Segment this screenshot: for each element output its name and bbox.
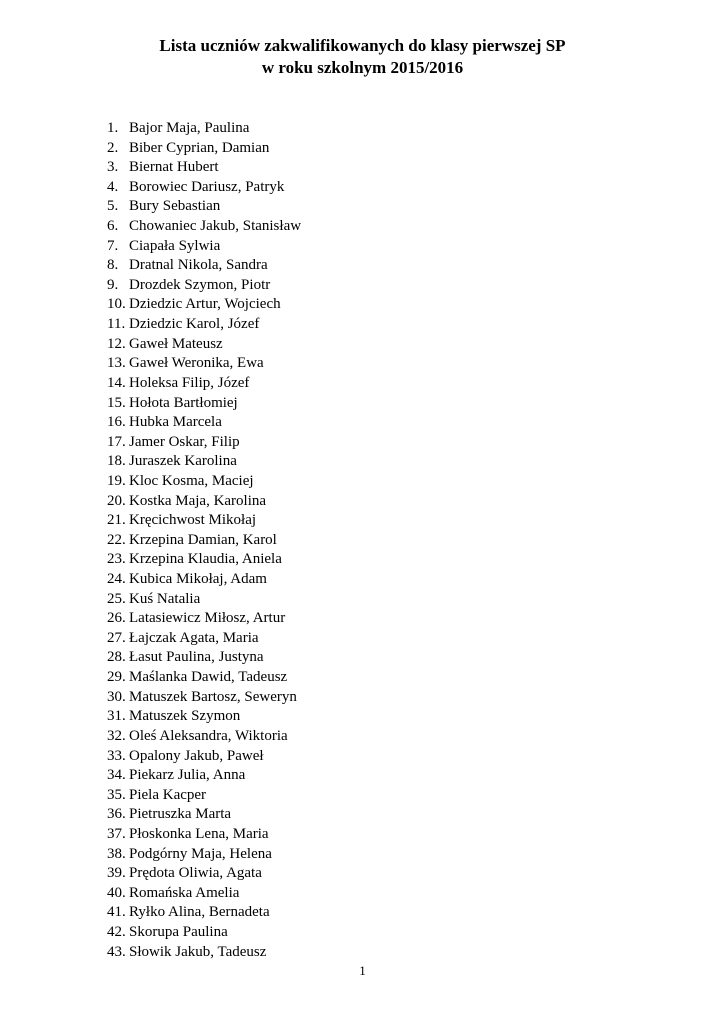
list-item-name: Ryłko Alina, Bernadeta bbox=[129, 904, 270, 921]
list-item-number: 26. bbox=[107, 610, 126, 627]
list-item bbox=[107, 276, 301, 296]
list-item bbox=[107, 864, 301, 884]
student-list bbox=[107, 119, 301, 962]
list-item-name: Kostka Maja, Karolina bbox=[129, 492, 267, 509]
list-item-name: Piekarz Julia, Anna bbox=[129, 767, 246, 784]
list-item bbox=[107, 452, 301, 472]
list-item bbox=[107, 727, 301, 747]
list-item-name: Dziedzic Artur, Wojciech bbox=[129, 296, 281, 313]
list-item-name: Słowik Jakub, Tadeusz bbox=[129, 943, 267, 960]
list-item-name: Łajczak Agata, Maria bbox=[129, 629, 259, 646]
list-item-number: 2. bbox=[107, 139, 119, 156]
list-item-number: 35. bbox=[107, 786, 126, 803]
document-title bbox=[0, 35, 725, 79]
title-line-1: Lista uczniów zakwalifikowanych do klasy pierwszej SP bbox=[159, 36, 566, 55]
list-item-number: 38. bbox=[107, 845, 126, 862]
list-item-name: Jamer Oskar, Filip bbox=[129, 433, 240, 450]
list-item bbox=[107, 629, 301, 649]
list-item-name: Krzepina Damian, Karol bbox=[129, 531, 277, 548]
list-item bbox=[107, 394, 301, 414]
list-item-name: Holeksa Filip, Józef bbox=[129, 374, 250, 391]
list-item-number: 18. bbox=[107, 453, 126, 470]
list-item-number: 27. bbox=[107, 629, 126, 646]
list-item-name: Płoskonka Lena, Maria bbox=[129, 825, 269, 842]
list-item-number: 13. bbox=[107, 355, 126, 372]
list-item-number: 5. bbox=[107, 198, 119, 215]
list-item bbox=[107, 884, 301, 904]
list-item-name: Oleś Aleksandra, Wiktoria bbox=[129, 727, 288, 744]
list-item bbox=[107, 472, 301, 492]
list-item-name: Łasut Paulina, Justyna bbox=[129, 649, 264, 666]
list-item-number: 7. bbox=[107, 237, 119, 254]
list-item-number: 8. bbox=[107, 257, 119, 274]
list-item bbox=[107, 178, 301, 198]
list-item bbox=[107, 492, 301, 512]
list-item-number: 23. bbox=[107, 551, 126, 568]
list-item-name: Gaweł Mateusz bbox=[129, 335, 223, 352]
list-item-number: 16. bbox=[107, 414, 126, 431]
list-item-name: Kręcichwost Mikołaj bbox=[129, 512, 257, 529]
list-item bbox=[107, 570, 301, 590]
list-item-number: 24. bbox=[107, 571, 126, 588]
list-item bbox=[107, 354, 301, 374]
page-number: 1 bbox=[359, 963, 366, 978]
list-item-number: 19. bbox=[107, 472, 126, 489]
list-item-number: 17. bbox=[107, 433, 126, 450]
list-item-name: Chowaniec Jakub, Stanisław bbox=[129, 218, 302, 235]
list-item bbox=[107, 531, 301, 551]
list-item bbox=[107, 668, 301, 688]
list-item-name: Romańska Amelia bbox=[129, 884, 240, 901]
list-item bbox=[107, 688, 301, 708]
list-item-number: 33. bbox=[107, 747, 126, 764]
list-item-number: 21. bbox=[107, 512, 126, 529]
list-item bbox=[107, 237, 301, 257]
list-item-number: 43. bbox=[107, 943, 126, 960]
list-item bbox=[107, 511, 301, 531]
list-item bbox=[107, 845, 301, 865]
list-item-name: Podgórny Maja, Helena bbox=[129, 845, 272, 862]
list-item bbox=[107, 139, 301, 159]
list-item-name: Kubica Mikołaj, Adam bbox=[129, 571, 267, 588]
list-item-number: 39. bbox=[107, 865, 126, 882]
list-item bbox=[107, 707, 301, 727]
list-item-name: Juraszek Karolina bbox=[129, 453, 237, 470]
list-item bbox=[107, 805, 301, 825]
list-item-number: 22. bbox=[107, 531, 126, 548]
list-item bbox=[107, 786, 301, 806]
list-item-number: 10. bbox=[107, 296, 126, 313]
list-item bbox=[107, 766, 301, 786]
list-item-number: 34. bbox=[107, 767, 126, 784]
list-item-number: 1. bbox=[107, 120, 119, 136]
list-item-name: Dziedzic Karol, Józef bbox=[129, 316, 260, 333]
list-item-name: Maślanka Dawid, Tadeusz bbox=[129, 669, 288, 686]
list-item bbox=[107, 648, 301, 668]
list-item-number: 36. bbox=[107, 806, 126, 823]
list-item bbox=[107, 413, 301, 433]
list-item-number: 6. bbox=[107, 218, 119, 235]
list-item-name: Latasiewicz Miłosz, Artur bbox=[129, 610, 286, 627]
list-item-name: Biber Cyprian, Damian bbox=[129, 139, 270, 156]
list-item-number: 41. bbox=[107, 904, 126, 921]
list-item-number: 14. bbox=[107, 374, 126, 391]
list-item-number: 32. bbox=[107, 727, 126, 744]
list-item-name: Pietruszka Marta bbox=[129, 806, 232, 823]
list-item bbox=[107, 295, 301, 315]
list-item-name: Matuszek Szymon bbox=[129, 708, 241, 725]
list-item-name: Drozdek Szymon, Piotr bbox=[129, 276, 271, 293]
list-item-name: Biernat Hubert bbox=[129, 159, 219, 176]
list-item-number: 20. bbox=[107, 492, 126, 509]
list-item-number: 28. bbox=[107, 649, 126, 666]
list-item bbox=[107, 609, 301, 629]
list-item-name: Piela Kacper bbox=[129, 786, 207, 803]
list-item bbox=[107, 119, 301, 139]
list-item-name: Ciapała Sylwia bbox=[129, 237, 221, 254]
list-item bbox=[107, 903, 301, 923]
list-item-name: Skorupa Paulina bbox=[129, 923, 228, 940]
list-item bbox=[107, 335, 301, 355]
list-item bbox=[107, 256, 301, 276]
list-item-name: Hołota Bartłomiej bbox=[129, 394, 238, 411]
list-item-number: 11. bbox=[107, 316, 126, 333]
list-item-name: Opalony Jakub, Paweł bbox=[129, 747, 264, 764]
list-item bbox=[107, 825, 301, 845]
list-item bbox=[107, 433, 301, 453]
list-item-name: Bury Sebastian bbox=[129, 198, 221, 215]
list-item bbox=[107, 197, 301, 217]
list-item bbox=[107, 158, 301, 178]
list-item-number: 31. bbox=[107, 708, 126, 725]
list-item-name: Krzepina Klaudia, Aniela bbox=[129, 551, 282, 568]
list-item-name: Matuszek Bartosz, Seweryn bbox=[129, 688, 297, 705]
list-item bbox=[107, 550, 301, 570]
list-item-name: Kloc Kosma, Maciej bbox=[129, 472, 254, 489]
list-item-number: 42. bbox=[107, 923, 126, 940]
list-item bbox=[107, 923, 301, 943]
list-item-name: Bajor Maja, Paulina bbox=[129, 120, 250, 136]
list-item-number: 12. bbox=[107, 335, 126, 352]
list-item-number: 29. bbox=[107, 669, 126, 686]
list-item-number: 30. bbox=[107, 688, 126, 705]
list-item-name: Gaweł Weronika, Ewa bbox=[129, 355, 264, 372]
list-item bbox=[107, 217, 301, 237]
list-item-name: Prędota Oliwia, Agata bbox=[129, 865, 262, 882]
list-item-number: 4. bbox=[107, 178, 119, 195]
list-item-name: Kuś Natalia bbox=[129, 590, 201, 607]
list-item-name: Dratnal Nikola, Sandra bbox=[129, 257, 268, 274]
list-item bbox=[107, 943, 301, 963]
list-item-number: 3. bbox=[107, 159, 119, 176]
list-item-number: 9. bbox=[107, 276, 119, 293]
list-item-number: 40. bbox=[107, 884, 126, 901]
list-item bbox=[107, 315, 301, 335]
list-item bbox=[107, 747, 301, 767]
list-item bbox=[107, 590, 301, 610]
list-item-name: Hubka Marcela bbox=[129, 414, 222, 431]
list-item-number: 37. bbox=[107, 825, 126, 842]
list-item-number: 25. bbox=[107, 590, 126, 607]
list-item bbox=[107, 374, 301, 394]
list-item-name: Borowiec Dariusz, Patryk bbox=[129, 178, 285, 195]
title-line-2: w roku szkolnym 2015/2016 bbox=[261, 58, 464, 77]
list-item-number: 15. bbox=[107, 394, 126, 411]
